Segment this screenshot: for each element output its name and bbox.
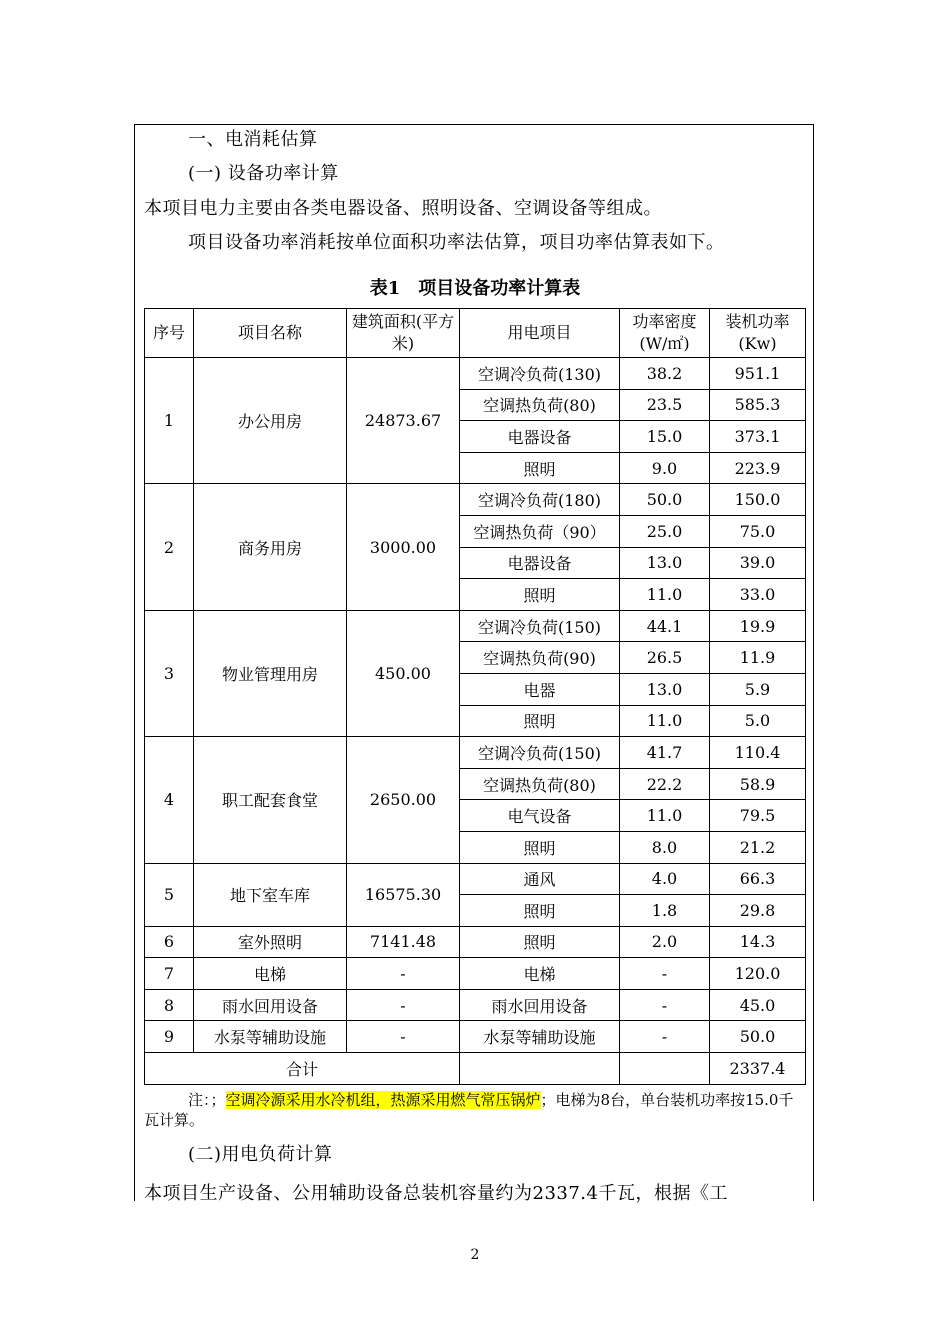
cell-density: 13.0: [620, 547, 710, 579]
cell-power: 21.2: [710, 831, 806, 863]
cell-item: 空调热负荷(80): [460, 389, 620, 421]
cell-area: 24873.67: [347, 358, 460, 484]
cell-area: 7141.48: [347, 926, 460, 958]
cell-density: 2.0: [620, 926, 710, 958]
cell-item: 照明: [460, 452, 620, 484]
cell-density: -: [620, 958, 710, 990]
total-label: 合计: [145, 1053, 460, 1085]
cell-power: 79.5: [710, 800, 806, 832]
header-density: 功率密度(W/㎡): [620, 309, 710, 358]
cell-item: 照明: [460, 895, 620, 927]
cell-item: 照明: [460, 831, 620, 863]
cell-item: 空调热负荷（90）: [460, 515, 620, 547]
cell-item: 电器设备: [460, 421, 620, 453]
cell-power: 58.9: [710, 768, 806, 800]
cell-density: 50.0: [620, 484, 710, 516]
cell-name: 物业管理用房: [194, 610, 347, 736]
cell-no: 5: [145, 863, 194, 926]
table-row: [145, 610, 806, 642]
cell-power: 75.0: [710, 515, 806, 547]
table-caption: 表1 项目设备功率计算表: [369, 278, 581, 299]
cell-power: 45.0: [710, 989, 806, 1021]
cell-name: 办公用房: [194, 358, 347, 484]
header-power: 装机功率(Kw): [710, 309, 806, 358]
cell-no: 6: [145, 926, 194, 958]
cell-power: 373.1: [710, 421, 806, 453]
cell-power: 223.9: [710, 452, 806, 484]
cell-item: 空调冷负荷(130): [460, 358, 620, 390]
table-row: [145, 989, 806, 1021]
cell-density: 25.0: [620, 515, 710, 547]
cell-no: 9: [145, 1021, 194, 1053]
table-row: [145, 484, 806, 516]
table-row: [145, 926, 806, 958]
cell-item: 照明: [460, 579, 620, 611]
paragraph-3: 本项目生产设备、公用辅助设备总装机容量约为2337.4千瓦，根据《工: [144, 1183, 728, 1204]
header-name: 项目名称: [194, 309, 347, 358]
cell-power: 14.3: [710, 926, 806, 958]
power-calculation-table: [144, 308, 806, 1085]
cell-area: 3000.00: [347, 484, 460, 610]
cell-name: 商务用房: [194, 484, 347, 610]
page-number: 2: [470, 1247, 480, 1263]
section-heading: 一、电消耗估算: [188, 129, 318, 150]
cell-density: 26.5: [620, 642, 710, 674]
cell-area: 16575.30: [347, 863, 460, 926]
cell-density: 44.1: [620, 610, 710, 642]
total-item-empty: [460, 1053, 620, 1085]
cell-name: 雨水回用设备: [194, 989, 347, 1021]
cell-power: 585.3: [710, 389, 806, 421]
cell-power: 110.4: [710, 737, 806, 769]
cell-item: 照明: [460, 926, 620, 958]
total-power: 2337.4: [710, 1053, 806, 1085]
cell-density: 15.0: [620, 421, 710, 453]
cell-no: 3: [145, 610, 194, 736]
cell-item: 空调热负荷(80): [460, 768, 620, 800]
cell-density: 11.0: [620, 800, 710, 832]
cell-no: 1: [145, 358, 194, 484]
cell-no: 8: [145, 989, 194, 1021]
cell-density: 8.0: [620, 831, 710, 863]
cell-area: -: [347, 989, 460, 1021]
cell-power: 66.3: [710, 863, 806, 895]
cell-item: 空调冷负荷(150): [460, 737, 620, 769]
table-row: [145, 737, 806, 769]
subsection-heading-1: (一) 设备功率计算: [188, 163, 339, 184]
table-header-row: [145, 309, 806, 358]
cell-power: 19.9: [710, 610, 806, 642]
table-row: [145, 958, 806, 990]
cell-no: 2: [145, 484, 194, 610]
cell-item: 电梯: [460, 958, 620, 990]
cell-density: 22.2: [620, 768, 710, 800]
cell-power: 39.0: [710, 547, 806, 579]
cell-power: 50.0: [710, 1021, 806, 1053]
cell-item: 通风: [460, 863, 620, 895]
cell-density: 4.0: [620, 863, 710, 895]
cell-density: 23.5: [620, 389, 710, 421]
cell-density: 9.0: [620, 452, 710, 484]
note-suffix: ；电梯为8台，单台装机功率按15.0千瓦计算。: [144, 1091, 794, 1129]
cell-power: 5.0: [710, 705, 806, 737]
cell-power: 11.9: [710, 642, 806, 674]
cell-name: 室外照明: [194, 926, 347, 958]
cell-density: 41.7: [620, 737, 710, 769]
cell-no: 7: [145, 958, 194, 990]
total-row: [145, 1053, 806, 1085]
total-density-empty: [620, 1053, 710, 1085]
subsection-heading-2: (二)用电负荷计算: [188, 1144, 333, 1165]
header-area: 建筑面积(平方米): [347, 309, 460, 358]
cell-area: -: [347, 1021, 460, 1053]
cell-density: 11.0: [620, 705, 710, 737]
cell-power: 120.0: [710, 958, 806, 990]
cell-name: 职工配套食堂: [194, 737, 347, 863]
cell-power: 33.0: [710, 579, 806, 611]
cell-density: -: [620, 1021, 710, 1053]
cell-density: 38.2: [620, 358, 710, 390]
cell-item: 电器: [460, 673, 620, 705]
cell-density: 11.0: [620, 579, 710, 611]
table-note: [144, 1090, 806, 1130]
cell-area: 2650.00: [347, 737, 460, 863]
cell-density: 13.0: [620, 673, 710, 705]
header-item: 用电项目: [460, 309, 620, 358]
cell-item: 水泵等辅助设施: [460, 1021, 620, 1053]
cell-name: 电梯: [194, 958, 347, 990]
cell-no: 4: [145, 737, 194, 863]
cell-power: 29.8: [710, 895, 806, 927]
cell-area: -: [347, 958, 460, 990]
cell-item: 电气设备: [460, 800, 620, 832]
cell-item: 空调冷负荷(150): [460, 610, 620, 642]
cell-item: 电器设备: [460, 547, 620, 579]
paragraph-1: 本项目电力主要由各类电器设备、照明设备、空调设备等组成。: [144, 198, 662, 219]
cell-name: 地下室车库: [194, 863, 347, 926]
cell-item: 空调热负荷(90): [460, 642, 620, 674]
header-no: 序号: [145, 309, 194, 358]
cell-name: 水泵等辅助设施: [194, 1021, 347, 1053]
cell-density: 1.8: [620, 895, 710, 927]
note-prefix: 注：；: [188, 1091, 226, 1109]
paragraph-2: 项目设备功率消耗按单位面积功率法估算，项目功率估算表如下。: [188, 232, 725, 253]
cell-area: 450.00: [347, 610, 460, 736]
table-body: [145, 358, 806, 1085]
cell-power: 951.1: [710, 358, 806, 390]
cell-item: 雨水回用设备: [460, 989, 620, 1021]
cell-item: 空调冷负荷(180): [460, 484, 620, 516]
table-row: [145, 863, 806, 895]
note-highlight: 空调冷源采用水冷机组，热源采用燃气常压锅炉: [225, 1091, 541, 1109]
table-row: [145, 358, 806, 390]
cell-density: -: [620, 989, 710, 1021]
cell-power: 150.0: [710, 484, 806, 516]
cell-power: 5.9: [710, 673, 806, 705]
table-row: [145, 1021, 806, 1053]
cell-item: 照明: [460, 705, 620, 737]
